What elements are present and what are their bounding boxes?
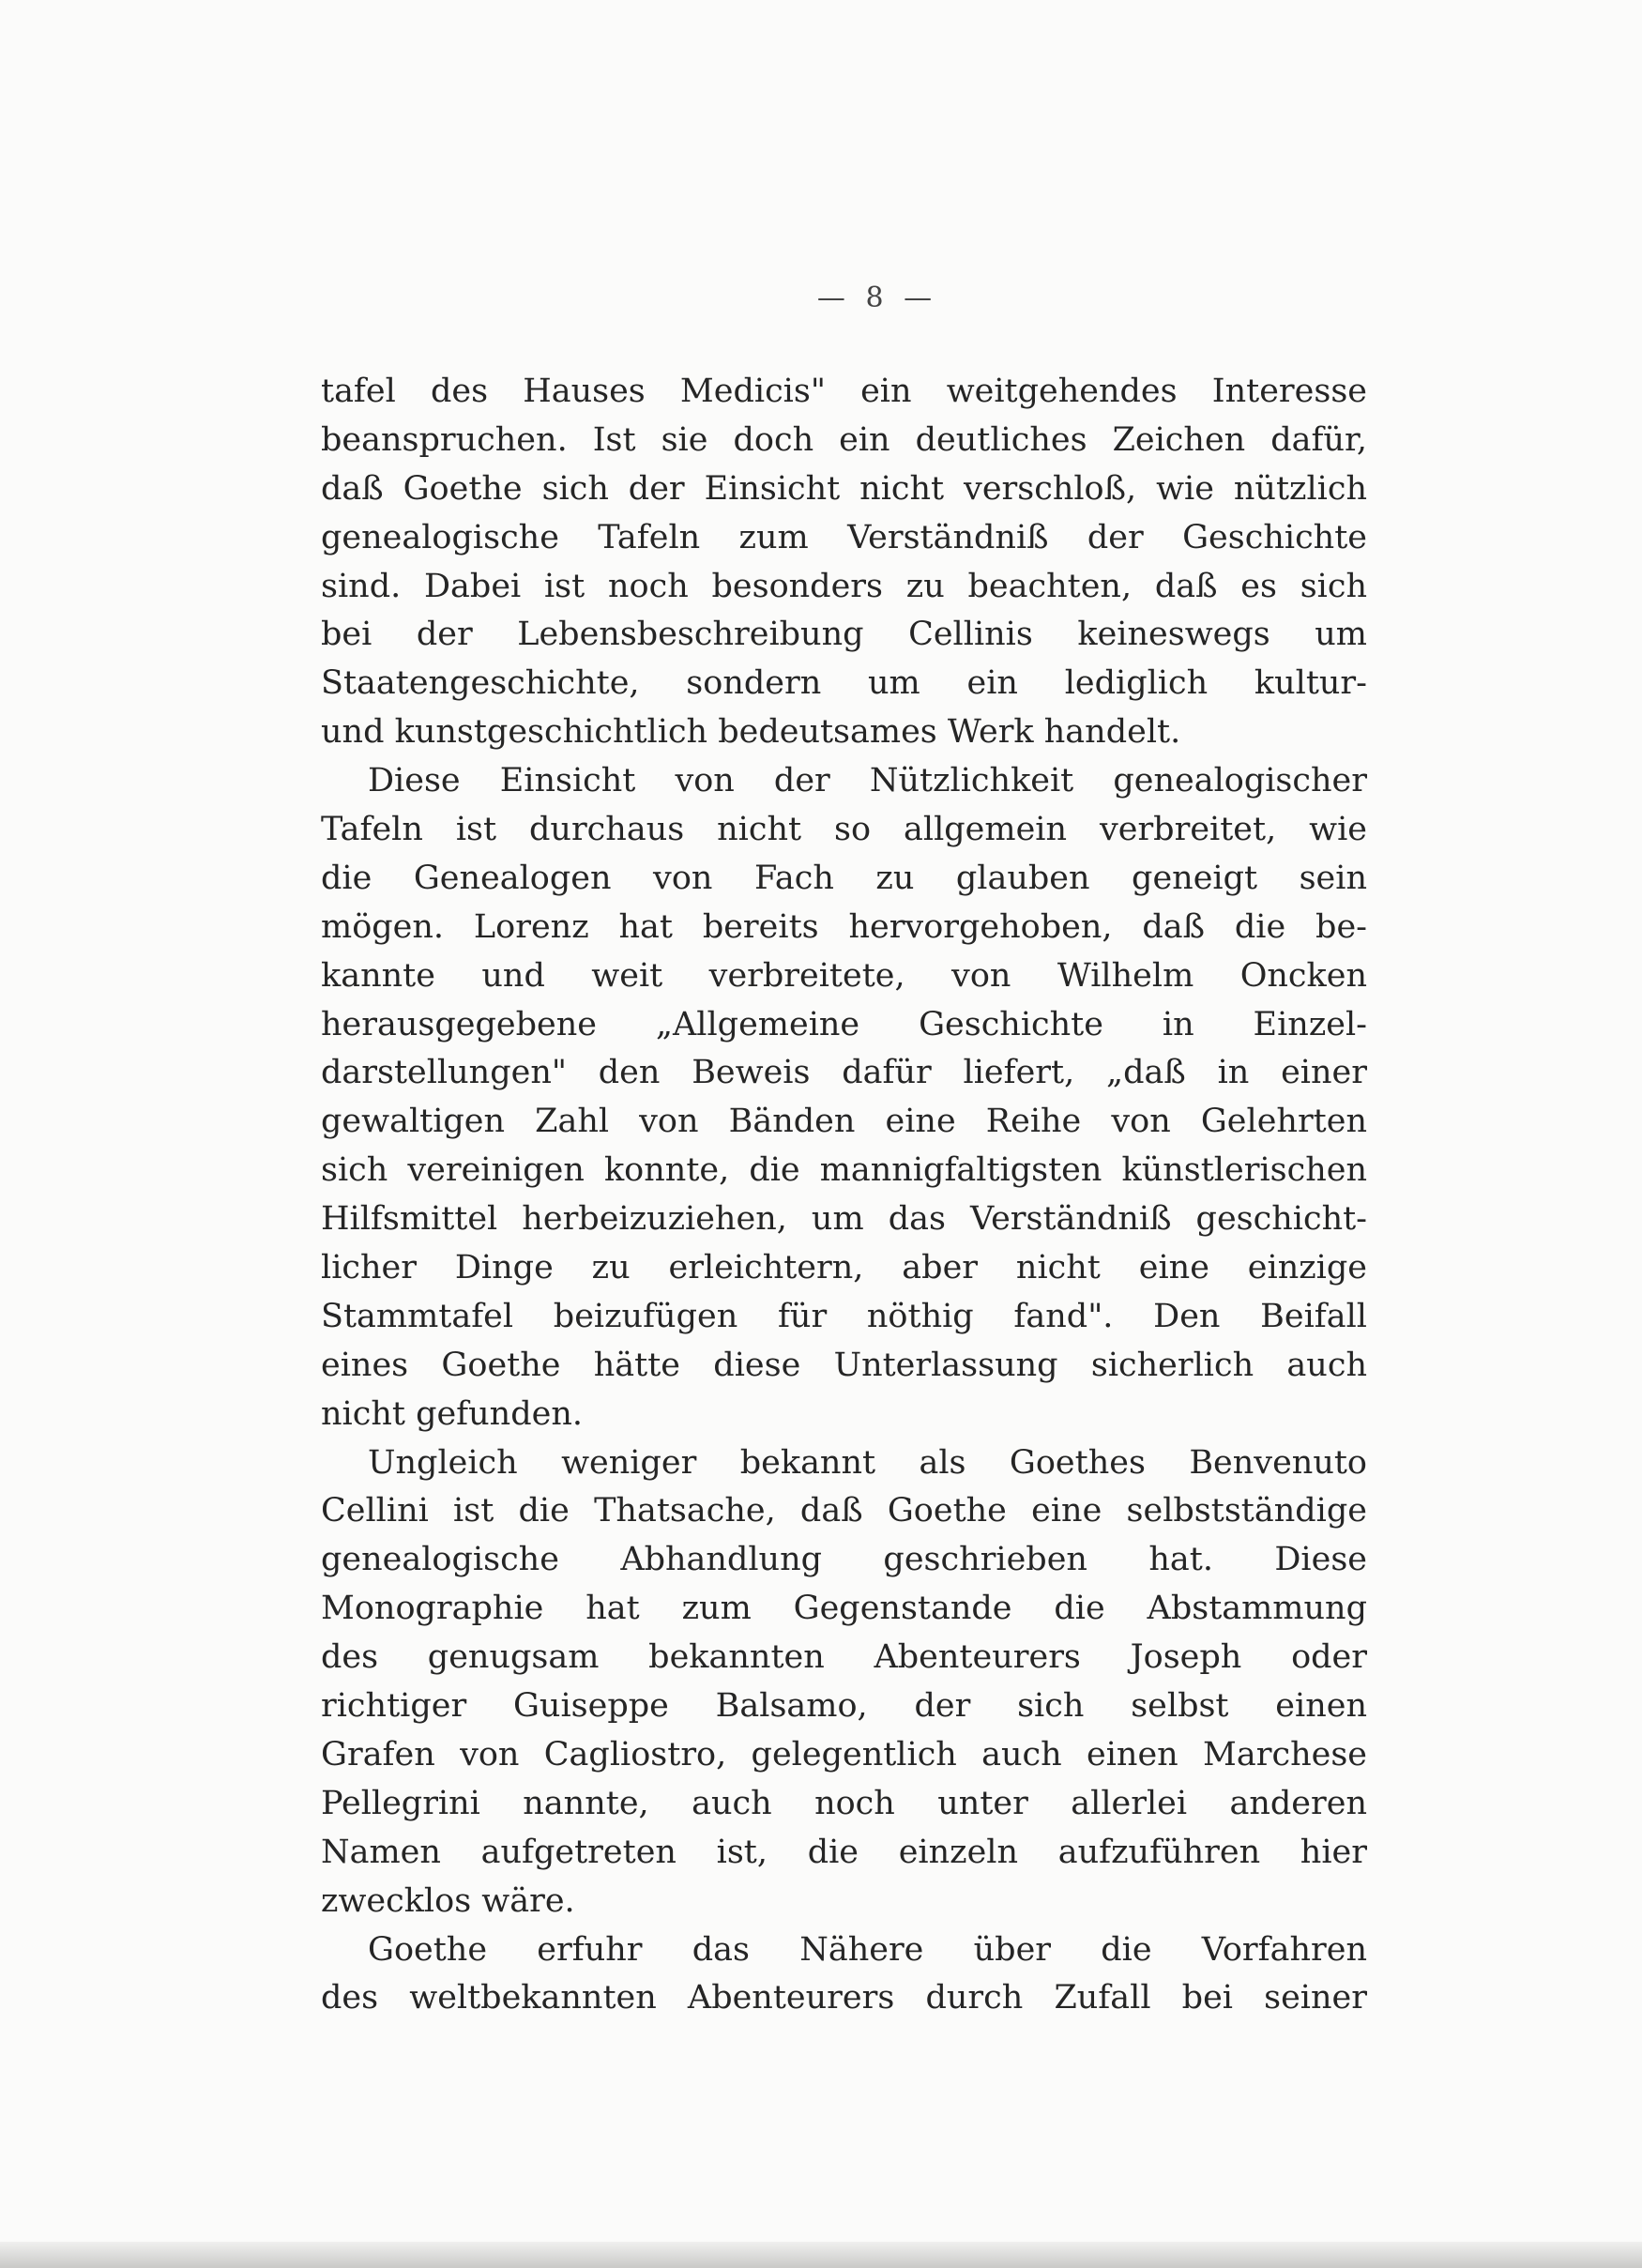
text-line: herausgegebene „Allgemeine Geschichte in Einzel-: [321, 1005, 1367, 1043]
page-number: — 8 —: [816, 282, 938, 314]
text-line: Goethe erfuhr das Nähere über die Vorfahren: [368, 1930, 1367, 1969]
text-line: des genugsam bekannten Abenteurers Joseph oder: [321, 1638, 1367, 1677]
text-line: mögen. Lorenz hat bereits hervorgehoben, daß die be-: [321, 907, 1367, 946]
text-line: beanspruchen. Ist sie doch ein deutliches Zeichen dafür,: [321, 420, 1367, 459]
text-line: die Genealogen von Fach zu glauben geneigt sein: [321, 859, 1367, 897]
text-line: gewaltigen Zahl von Bänden eine Reihe von Gelehrten: [321, 1103, 1367, 1141]
text-line: licher Dinge zu erleichtern, aber nicht eine einzige: [321, 1249, 1367, 1287]
text-line: Stammtafel beizufügen für nöthig fand". Den Beifall: [321, 1297, 1367, 1335]
text-line: sich vereinigen konnte, die mannigfaltigsten künstlerischen: [321, 1151, 1367, 1190]
text-line: kannte und weit verbreitete, von Wilhelm Oncken: [321, 956, 1367, 995]
text-line: Monographie hat zum Gegenstande die Abstammung: [321, 1590, 1367, 1628]
body-text: [321, 368, 1367, 2023]
text-line: Diese Einsicht von der Nützlichkeit genealogischer: [368, 762, 1367, 800]
text-line: und kunstgeschichtlich bedeutsames Werk handelt.: [321, 713, 1181, 752]
text-line: darstellungen" den Beweis dafür liefert, „daß in einer: [321, 1054, 1367, 1092]
text-line: Ungleich weniger bekannt als Goethes Benvenuto: [368, 1443, 1367, 1482]
text-line: eines Goethe hätte diese Unterlassung sicherlich auch: [321, 1346, 1367, 1384]
text-line: Grafen von Cagliostro, gelegentlich auch einen Marchese: [321, 1735, 1367, 1773]
text-line: Cellini ist die Thatsache, daß Goethe eine selbstständige: [321, 1492, 1367, 1530]
text-line: richtiger Guiseppe Balsamo, der sich selbst einen: [321, 1687, 1367, 1726]
text-line: genealogische Tafeln zum Verständniß der Geschichte: [321, 518, 1367, 556]
text-line: sind. Dabei ist noch besonders zu beachten, daß es sich: [321, 567, 1367, 605]
text-line: zwecklos wäre.: [321, 1881, 575, 1920]
text-line: Tafeln ist durchaus nicht so allgemein verbreitet, wie: [321, 811, 1367, 849]
text-line: nicht gefunden.: [321, 1394, 584, 1433]
text-line: Hilfsmittel herbeizuziehen, um das Verständniß geschicht-: [321, 1200, 1367, 1239]
scan-edge: [0, 2242, 1642, 2268]
text-line: des weltbekannten Abenteurers durch Zufall bei seiner: [321, 1979, 1367, 2017]
text-line: bei der Lebensbeschreibung Cellinis keineswegs um: [321, 616, 1367, 654]
text-line: Namen aufgetreten ist, die einzeln aufzuführen hier: [321, 1833, 1367, 1871]
text-line: genealogische Abhandlung geschrieben hat. Diese: [321, 1541, 1367, 1579]
text-line: Pellegrini nannte, auch noch unter allerlei anderen: [321, 1784, 1367, 1822]
text-line: tafel des Hauses Medicis" ein weitgehendes Interesse: [321, 373, 1367, 410]
text-line: daß Goethe sich der Einsicht nicht verschloß, wie nützlich: [321, 469, 1367, 508]
text-line: Staatengeschichte, sondern um ein lediglich kultur-: [321, 664, 1367, 703]
